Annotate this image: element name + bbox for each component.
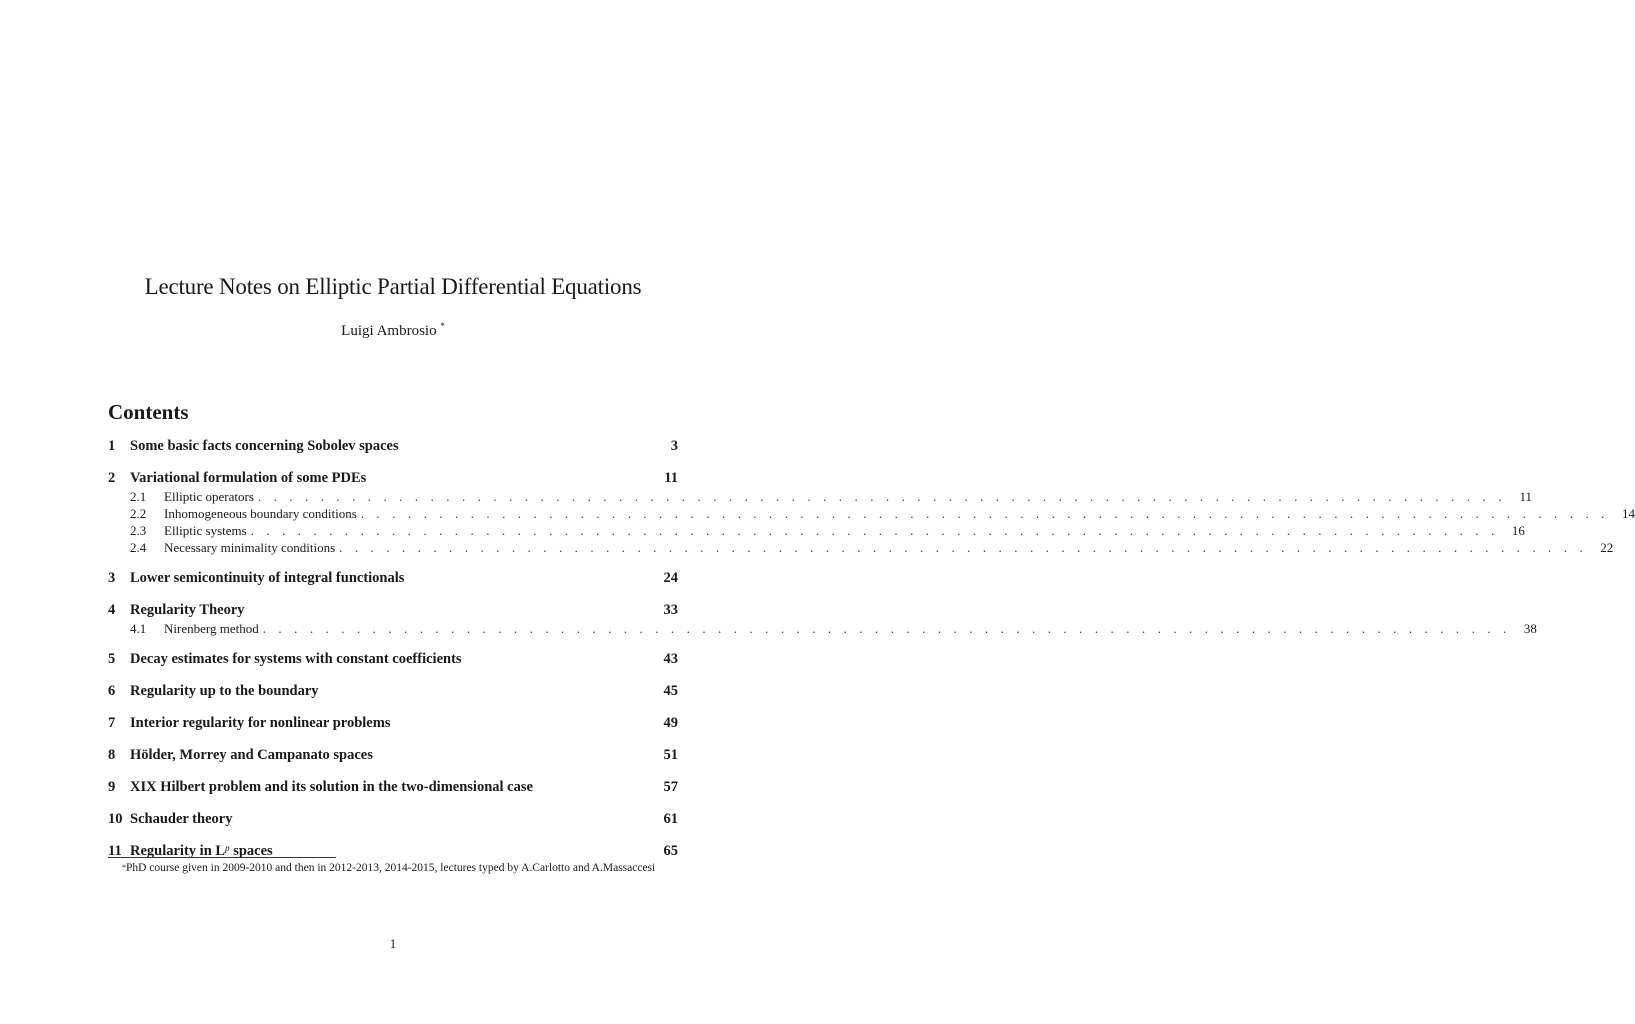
toc-section: [108, 778, 678, 797]
author-name: Luigi Ambrosio: [341, 323, 437, 339]
dot-leader: . . . . . . . . . . . . . . . . . . . . . . . . . . . . . . . . . . . . . . . . . . . . . . . . . . . . . . . . . . . . . . . . . . . . . . . . . . . . . . . .: [360, 506, 1609, 521]
toc-entry-title: Some basic facts concerning Sobolev spaces: [130, 438, 399, 454]
toc-entry-number: 3: [108, 570, 116, 586]
toc-subentry-number: 2.3: [130, 523, 147, 538]
toc-section: [108, 601, 1537, 637]
toc-subentry-title: Elliptic operators: [164, 489, 254, 504]
toc-entry[interactable]: [108, 569, 678, 588]
toc-entry-number: 11: [108, 843, 122, 859]
page-number: 1: [389, 936, 397, 951]
toc-entry-page: 45: [663, 683, 678, 699]
toc-entry[interactable]: [108, 437, 678, 456]
toc-entry[interactable]: [108, 714, 678, 733]
toc-entry-number: 10: [108, 811, 123, 827]
paper-title: Lecture Notes on Elliptic Partial Differential Equations: [144, 274, 642, 299]
toc-subentry-title: Nirenberg method: [164, 621, 259, 636]
toc-entry[interactable]: [108, 469, 678, 488]
author-line: [0, 323, 786, 340]
toc-entry-title: Regularity Theory: [130, 602, 245, 618]
toc-subentry[interactable]: [108, 539, 1614, 556]
toc-entry-title: Interior regularity for nonlinear problems: [130, 715, 391, 731]
toc-subentry-page: 22: [1600, 540, 1614, 555]
dot-leader: . . . . . . . . . . . . . . . . . . . . . . . . . . . . . . . . . . . . . . . . . . . . . . . . . . . . . . . . . . . . . . . . . . . . . . . . . . . . . . . .: [262, 621, 1511, 636]
toc-entry-number: 2: [108, 470, 116, 486]
toc-subentry-title: Inhomogeneous boundary conditions: [164, 506, 357, 521]
toc-entry-number: 7: [108, 715, 116, 731]
toc-entry-number: 5: [108, 651, 116, 667]
footnote-rule: [108, 857, 336, 858]
toc-entry-page: 51: [663, 747, 678, 763]
toc-entry[interactable]: [108, 810, 678, 829]
toc-entry-title: Regularity up to the boundary: [130, 683, 319, 699]
toc-subentry[interactable]: [108, 620, 1537, 637]
toc-entry-page: 65: [663, 843, 678, 859]
toc-subentry-page: 38: [1523, 621, 1537, 636]
toc-section: [108, 682, 678, 701]
toc-entry-number: 6: [108, 683, 116, 699]
toc-entry-page: 61: [663, 811, 678, 827]
toc-entry-page: 49: [663, 715, 678, 731]
footnote: [108, 861, 678, 876]
toc-subentry-number: 2.1: [130, 489, 147, 504]
toc-subentry-number: 2.2: [130, 506, 147, 521]
toc-entry-title: Decay estimates for systems with constant coefficients: [130, 651, 462, 667]
toc-entry-title: Hölder, Morrey and Campanato spaces: [130, 747, 373, 763]
toc-entry[interactable]: [108, 650, 678, 669]
toc-entry-number: 9: [108, 779, 116, 795]
toc-subentry-page: 16: [1511, 523, 1525, 538]
toc-section: [108, 650, 678, 669]
toc-entry-page: 24: [663, 570, 678, 586]
toc-subentry-title: Necessary minimality conditions: [164, 540, 336, 555]
toc-subentry[interactable]: [108, 488, 1533, 505]
footnote-mark: *: [122, 863, 126, 872]
toc-entry-page: 33: [663, 602, 678, 618]
toc-section: [108, 714, 678, 733]
toc-entry-title: Lower semicontinuity of integral functionals: [130, 570, 405, 586]
dot-leader: . . . . . . . . . . . . . . . . . . . . . . . . . . . . . . . . . . . . . . . . . . . . . . . . . . . . . . . . . . . . . . . . . . . . . . . . . . . . . . . .: [339, 540, 1588, 555]
footnote-text: PhD course given in 2009-2010 and then in 2012-2013, 2014-2015, lectures typed by A.Carlotto and A.Massaccesi: [126, 862, 656, 874]
toc-subentry-number: 4.1: [130, 621, 147, 636]
toc-entry-number: 1: [108, 438, 116, 454]
dot-leader: . . . . . . . . . . . . . . . . . . . . . . . . . . . . . . . . . . . . . . . . . . . . . . . . . . . . . . . . . . . . . . . . . . . . . . . . . . . . . . . .: [257, 489, 1507, 504]
toc-subentry-number: 2.4: [130, 540, 147, 555]
contents-heading: Contents: [108, 400, 189, 424]
toc-entry[interactable]: [108, 778, 678, 797]
toc-entry-number: 8: [108, 747, 116, 763]
table-of-contents: [108, 437, 1635, 874]
toc-subentry-page: 11: [1519, 489, 1533, 504]
toc-entry[interactable]: [108, 842, 678, 861]
dot-leader: . . . . . . . . . . . . . . . . . . . . . . . . . . . . . . . . . . . . . . . . . . . . . . . . . . . . . . . . . . . . . . . . . . . . . . . . . . . . . . . .: [250, 523, 1499, 538]
toc-entry-title: XIX Hilbert problem and its solution in the two-dimensional case: [130, 779, 533, 795]
toc-entry[interactable]: [108, 682, 678, 701]
toc-entry-page: 43: [663, 651, 678, 667]
toc-entry-page: 11: [664, 470, 678, 486]
author-footnote-mark: *: [440, 321, 445, 331]
toc-entry-page: 57: [663, 779, 678, 795]
toc-subentry-title: Elliptic systems: [164, 523, 247, 538]
toc-subentry[interactable]: [108, 522, 1525, 539]
toc-entry[interactable]: [108, 601, 678, 620]
toc-section: [108, 569, 678, 588]
toc-entry[interactable]: [108, 746, 678, 765]
toc-entry-page: 3: [670, 438, 678, 454]
toc-entry-title: Schauder theory: [130, 811, 233, 827]
toc-section: [108, 746, 678, 765]
toc-section: [108, 437, 678, 456]
toc-entry-title: Regularity in $L^p$ spaces: [130, 843, 273, 859]
toc-section: [108, 842, 678, 861]
toc-entry-title: Variational formulation of some PDEs: [130, 470, 367, 486]
toc-section: [108, 810, 678, 829]
toc-subentry[interactable]: [108, 505, 1635, 522]
toc-subentry-page: 14: [1621, 506, 1635, 521]
toc-entry-number: 4: [108, 602, 116, 618]
toc-section: [108, 469, 1635, 556]
